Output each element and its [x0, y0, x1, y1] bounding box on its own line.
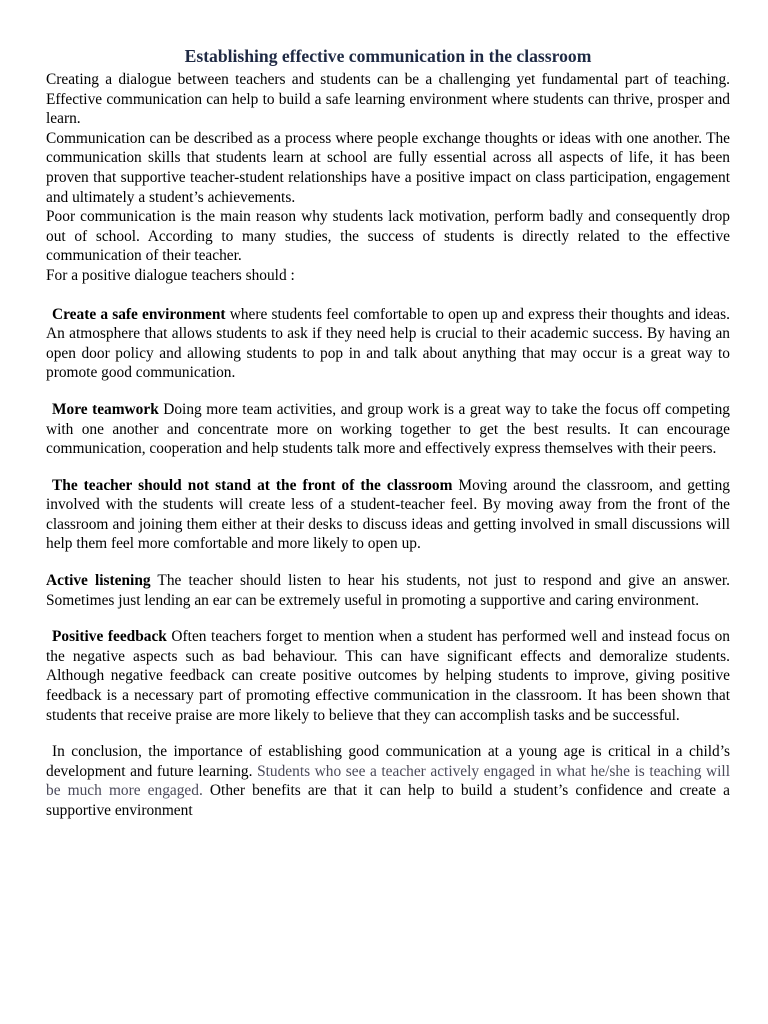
point-body: where students feel comfortable to open up and express their thoughts and ideas. An atmosphere that allows students to ask if they need help is crucial to their academic success. By having an open door policy and allowing students to pop in and talk about anything that may occur is a great way to promote good communication. — [46, 305, 730, 382]
point-active-listening — [46, 571, 730, 610]
point-heading: Create a safe environment — [52, 305, 226, 323]
point-heading: Active listening — [46, 572, 151, 590]
point-body: The teacher should listen to hear his students, not just to respond and give an answer. Sometimes just lending an ear can be extremely useful in promoting a supportive and caring environment. — [46, 572, 730, 609]
point-teacher-position — [46, 476, 730, 554]
point-body: Moving around the classroom, and getting involved with the students will create less of a student-teacher feel. By moving away from the front of the classroom and joining them either at their desks to discuss ideas and getting involved in small discussions will help them feel more comfortable and more likely to open up. — [46, 476, 730, 553]
conclusion-text: In conclusion, the importance of establishing good communication at a young age is critical in a child’s development and future learning. — [46, 743, 730, 780]
point-heading: The teacher should not stand at the front of the classroom — [52, 476, 453, 494]
intro-paragraph: Creating a dialogue between teachers and students can be a challenging yet fundamental part of teaching. Effective communication can help to build a safe learning environment where students can thrive, prosper and learn. — [46, 71, 730, 128]
intro-paragraph: Communication can be described as a process where people exchange thoughts or ideas with one another. The communication skills that students learn at school are fully essential across all aspects of life, it has been proven that supportive teacher-student relationships have a positive impact on class participation, engagement and ultimately a student’s achievements. — [46, 129, 730, 206]
point-body: Doing more team activities, and group work is a great way to take the focus off competing with one another and concentrate more on working together to get the best results. It can encourage communication, cooperation and help students talk more and effectively express themselves with their peers. — [46, 400, 730, 458]
conclusion-text: Other benefits are that it can help to build a student’s confidence and create a supportive environment — [46, 782, 730, 819]
page-title: Establishing effective communication in the classroom — [184, 46, 592, 66]
point-body: Often teachers forget to mention when a student has performed well and instead focus on the negative aspects such as bad behaviour. This can have significant effects and demoralize students. Although negative feedback can create positive outcomes by helping students to improve, giving positive feedback is a necessary part of promoting effective communication in the classroom. It has been shown that students that receive praise are more likely to believe that they can accomplish tasks and be successful. — [46, 628, 730, 724]
point-positive-feedback — [46, 627, 730, 725]
conclusion-highlighted-sentence: Students who see a teacher actively engaged in what he/she is teaching will be much more engaged. — [46, 762, 730, 800]
conclusion-paragraph — [46, 742, 730, 820]
intro-paragraph: For a positive dialogue teachers should : — [46, 266, 295, 284]
intro-paragraph: Poor communication is the main reason why students lack motivation, perform badly and consequently drop out of school. According to many studies, the success of students is directly related to the effective communication of their teacher. — [46, 208, 730, 265]
point-heading: More teamwork — [52, 400, 159, 418]
point-more-teamwork — [46, 400, 730, 459]
point-safe-environment — [46, 305, 730, 383]
point-heading: Positive feedback — [52, 628, 167, 646]
